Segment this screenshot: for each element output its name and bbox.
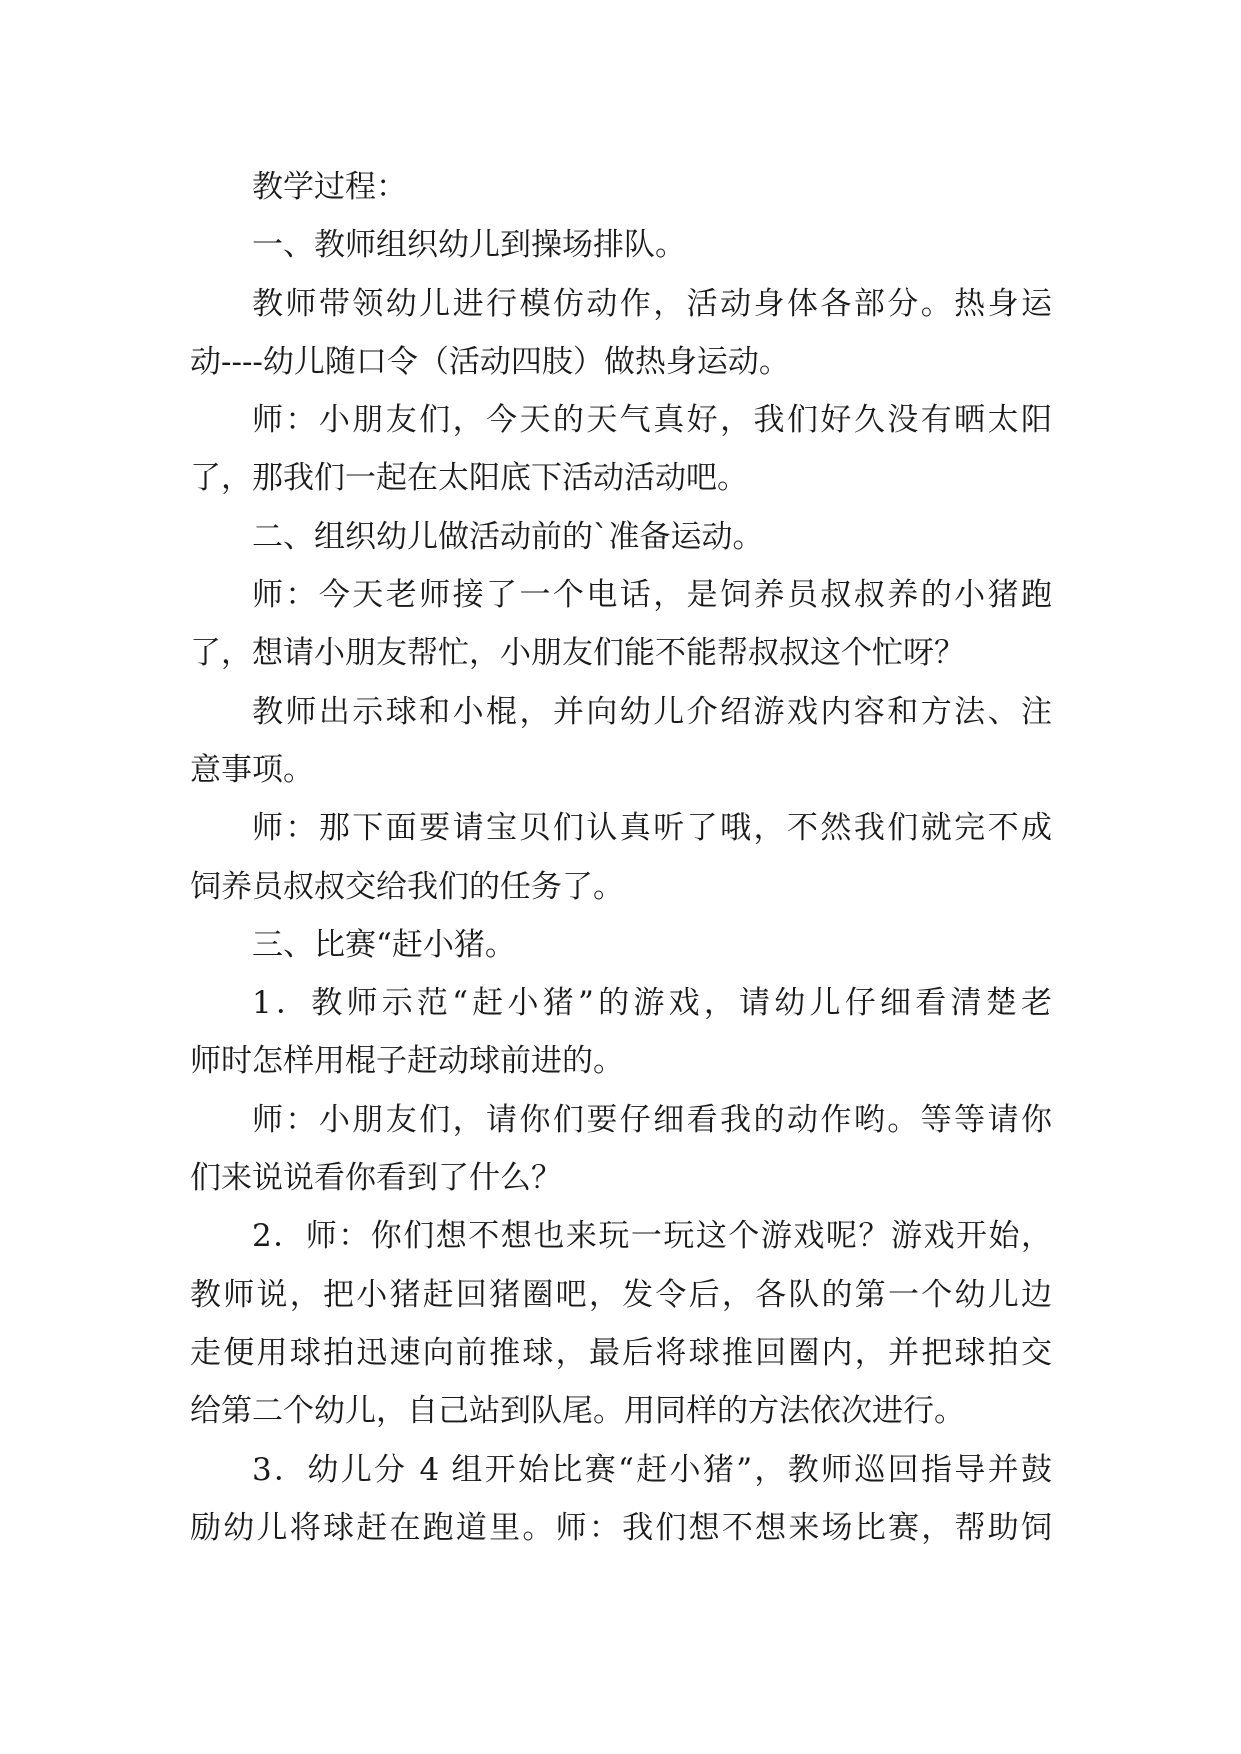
text-line: 给第二个幼儿，自己站到队尾。用同样的方法依次进行。: [190, 1393, 965, 1430]
text-line: 了，那我们一起在太阳底下活动活动吧。: [190, 460, 748, 497]
text-line: 意事项。: [190, 751, 314, 788]
text-line: 教学过程：: [252, 169, 407, 205]
text-line: 2．师：你们想不想也来玩一玩这个游戏呢？游戏开始，: [252, 1218, 1052, 1255]
text-line: 一、教师组织幼儿到操场排队。: [252, 227, 686, 264]
text-line: 教师带领幼儿进行模仿动作，活动身体各部分。热身运: [252, 285, 1052, 322]
text-line: 动----幼儿随口令（活动四肢）做热身运动。: [190, 343, 790, 380]
text-line: 了，想请小朋友帮忙，小朋友们能不能帮叔叔这个忙呀？: [190, 635, 965, 672]
text-line: 3．幼儿分 4 组开始比赛“赶小猪”，教师巡回指导并鼓: [252, 1451, 1052, 1488]
document-body: [190, 158, 1052, 1557]
text-line: 师：小朋友们，请你们要仔细看我的动作哟。等等请你: [252, 1101, 1052, 1138]
text-line: 走便用球拍迅速向前推球，最后将球推回圈内，并把球拍交: [190, 1334, 1052, 1371]
text-line: 二、组织幼儿做活动前的`准备运动。: [252, 518, 764, 555]
text-line: 师：今天老师接了一个电话，是饲养员叔叔养的小猪跑: [252, 577, 1052, 614]
text-line: 师：小朋友们，今天的天气真好，我们好久没有晒太阳: [252, 402, 1052, 439]
text-line: 教师说，把小猪赶回猪圈吧，发令后，各队的第一个幼儿边: [190, 1276, 1052, 1313]
text-line: 教师出示球和小棍，并向幼儿介绍游戏内容和方法、注: [252, 693, 1052, 730]
text-line: 师时怎样用棍子赶动球前进的。: [190, 1043, 624, 1080]
text-line: 师：那下面要请宝贝们认真听了哦，不然我们就完不成: [252, 810, 1052, 847]
text-line: 饲养员叔叔交给我们的任务了。: [190, 868, 624, 905]
text-line: 1．教师示范“赶小猪”的游戏，请幼儿仔细看清楚老: [252, 985, 1052, 1022]
text-line: 励幼儿将球赶在跑道里。师：我们想不想来场比赛，帮助饲: [190, 1509, 1052, 1546]
text-line: 们来说说看你看到了什么？: [190, 1160, 562, 1197]
text-line: 三、比赛“赶小猪。: [252, 926, 516, 963]
